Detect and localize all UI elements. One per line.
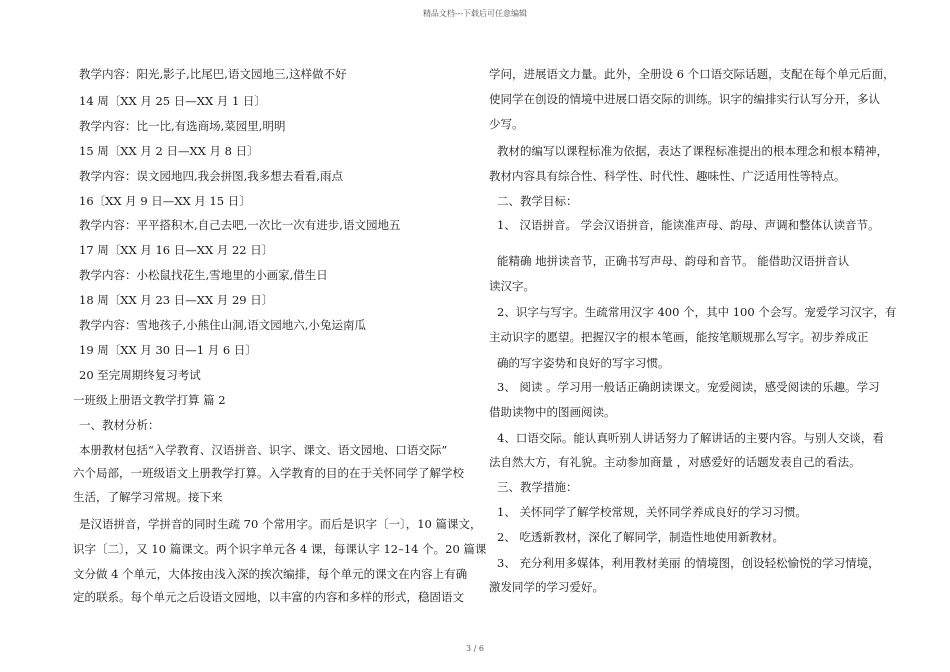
text-line: 学问，进展语文力量。此外，全册设 6 个口语交际话题，支配在每个单元后面， [489,67,895,81]
text-line: 二、教学目标： [497,194,578,208]
text-line: 教学内容：雪地孩子,小熊住山洞,语文园地六,小兔运南瓜 [79,318,366,332]
text-line: 确的写字姿势和良好的写字习惯。 [497,356,670,370]
text-line: 20 至完周期终复习考试 [79,368,201,382]
text-line: 主动识字的愿望。把握汉字的根本笔画，能按笔顺规那么写字。初步养成正 [489,330,869,344]
text-line: 3、 阅读 。学习用一般话正确朗读课文。宠爱阅读，感受阅读的乐趣。学习 [497,380,880,394]
text-line: 本册教材包括“入学教育、汉语拼音、识字、课文、语文园地、口语交际” [79,443,448,457]
text-line: 教学内容：阳光,影子,比尾巴,语文园地三,这样做不好 [79,67,347,81]
text-line: 19 周〔XX 月 30 日—1 月 6 日〕 [79,343,257,357]
text-line: 识字〔二〕，又 10 篇课文。两个识字单元各 4 课，每课认字 12–14 个。20 篇课 [73,542,487,556]
text-line: 教材的编写以课程标准为依据，表达了课程标准提出的根本理念和根本精神， [497,144,888,158]
text-line: 六个局部，一班级语文上册教学打算。入学教育的目的在于关怀同学了解学校 [73,466,464,480]
text-line: 教材内容具有综合性、科学性、时代性、趣味性、广泛适用性等特点。 [489,169,846,183]
text-line: 14 周〔XX 月 25 日—XX 月 1 日〕 [79,94,266,108]
text-line: 1、 汉语拼音。 学会汉语拼音，能读准声母、韵母、声调和整体认读音节。 [497,218,880,232]
text-line: 读汉字。 [489,279,535,293]
text-line: 2、识字与写字。生疏常用汉字 400 个，其中 100 个会写。宠爱学习汉字，有 [497,305,897,319]
text-line: 文分做 4 个单元，大体按由浅入深的挨次编排，每个单元的课文在内容上有确 [73,567,468,581]
text-line: 教学内容：误文园地四,我会拼图,我多想去看看,雨点 [79,169,343,183]
text-line: 16〔XX 月 9 日—XX 月 15 日〕 [79,194,251,208]
text-line: 借助读物中的图画阅读。 [489,405,616,419]
text-line: 一、教材分析： [79,418,160,432]
text-line: 1、 关怀同学了解学校常规，关怀同学养成良好的学习习惯。 [497,505,807,519]
page-number: 3 / 6 [466,644,484,653]
text-line: 4、口语交际。能认真听别人讲话努力了解讲话的主要内容。与别人交谈，看 [497,431,884,445]
text-line: 17 周〔XX 月 16 日—XX 月 22 日〕 [79,243,274,257]
text-line: 15 周〔XX 月 2 日—XX 月 8 日〕 [79,144,259,158]
text-line: 教学内容：小松鼠找花生,雪地里的小画家,借生日 [79,268,328,282]
text-line: 能精确 地拼读音节，正确书写声母、韵母和音节。 能借助汉语拼音认 [497,254,850,268]
page-header: 精品文档---下载后可任意编辑 [422,9,528,18]
text-line: 是汉语拼音，学拼音的同时生疏 70 个常用字。而后是识字〔一〕，10 篇课文， [79,517,482,531]
text-line: 2、 吃透新教材，深化了解同学，制造性地使用新教材。 [497,530,784,544]
text-line: 法自然大方，有礼貌。主动参加商量 ，对感爱好的话题发表自己的看法。 [489,455,861,469]
text-line: 使同学在创设的情境中进展口语交际的训练。识字的编排实行认写分开，多认 [489,92,880,106]
text-line: 激发同学的学习爱好。 [489,580,604,594]
text-line: 18 周〔XX 月 23 日—XX 月 29 日〕 [79,293,274,307]
text-line: 生活，了解学习常规。接下来 [73,490,223,504]
section-heading: 一班级上册语文教学打算 篇 2 [73,393,226,407]
text-line: 教学内容：平平搭积木,自己去吧,一次比一次有进步,语文园地五 [79,218,401,232]
text-line: 定的联系。每个单元之后设语文园地，以丰富的内容和多样的形式，稳固语文 [73,590,464,604]
text-line: 少写。 [489,117,524,131]
text-line: 3、 充分利用多媒体，利用教材美丽 的情境图，创设轻松愉悦的学习情境， [497,556,880,570]
text-line: 教学内容：比一比,有选商场,菜园里,明明 [79,119,286,133]
text-line: 三、教学措施： [497,480,578,494]
